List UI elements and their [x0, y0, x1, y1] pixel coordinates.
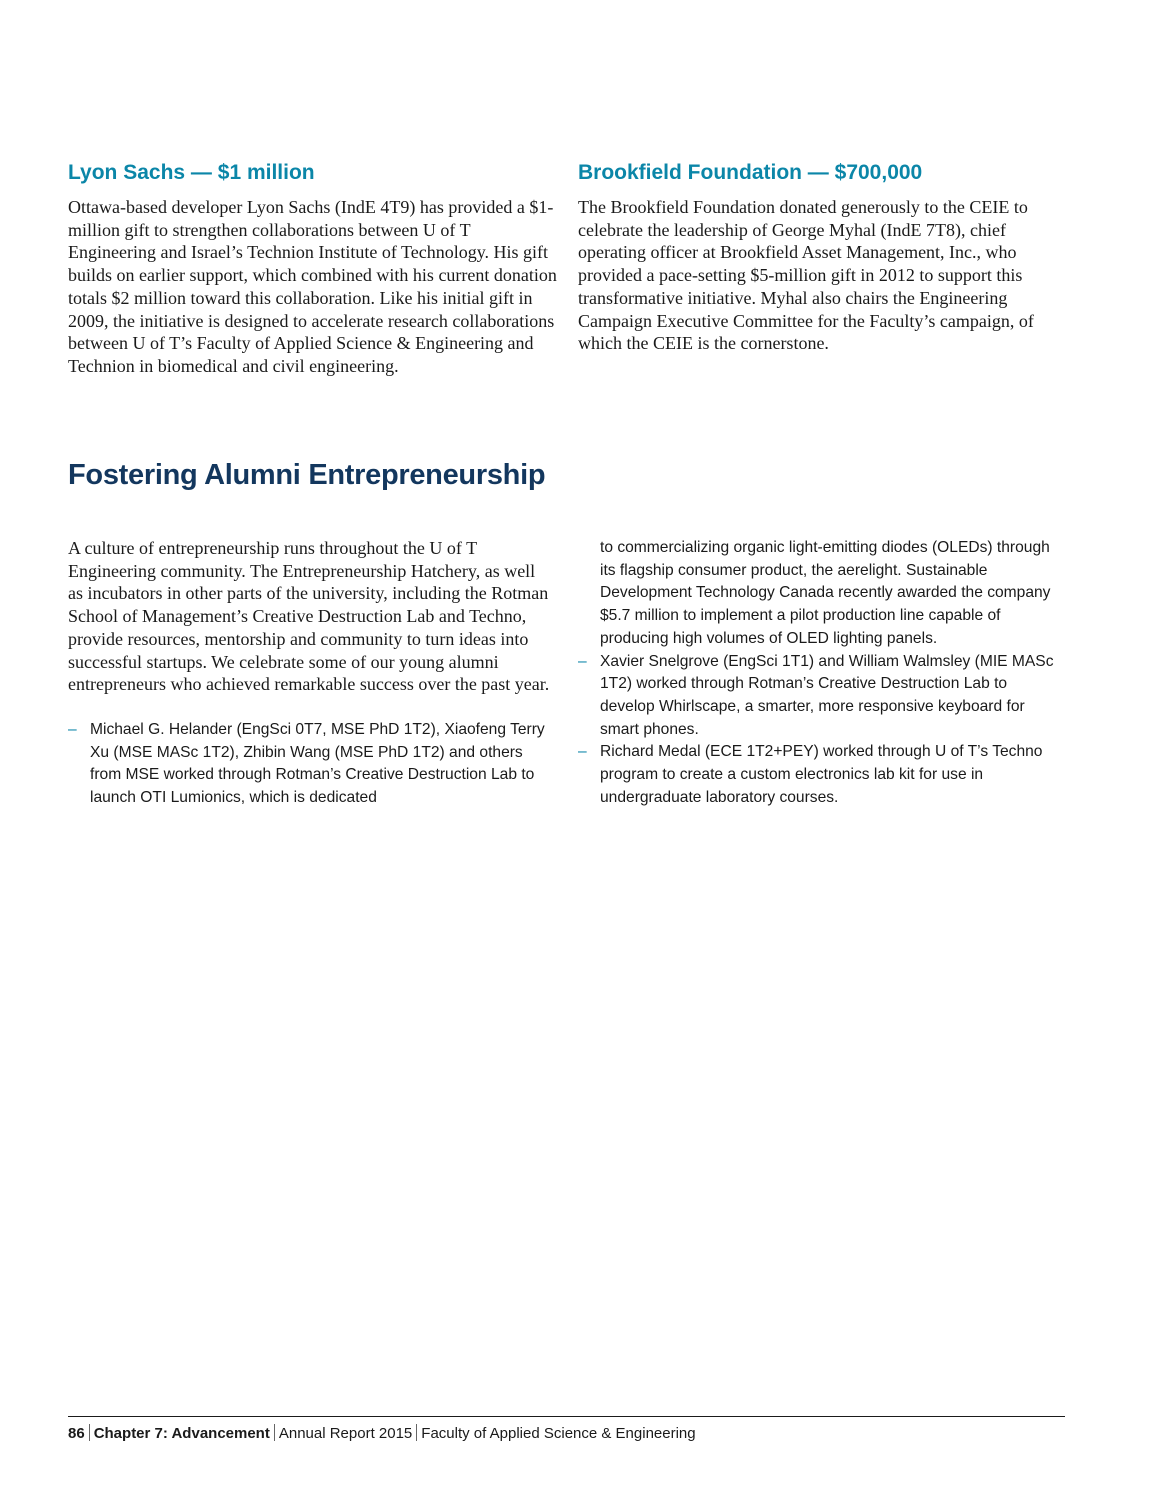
- bullet-dash: –: [578, 652, 587, 670]
- page-number: 86: [68, 1425, 85, 1442]
- list-item-text: Xavier Snelgrove (EngSci 1T1) and William Walmsley (MIE MASc 1T2) worked through Rotman’s Creative Destruction Lab to develop Whirlscape, a smarter, more responsive keyboard for smart phones.: [600, 652, 1054, 738]
- page-footer: [68, 1424, 696, 1442]
- gift-body: Ottawa-based developer Lyon Sachs (IndE 4T9) has provided a $1-million gift to strengthen collaborations between U of T Engineering and Israel’s Technion Institute of Technology. His gift builds on earlier support, which combined with his current donation totals $2 million toward this collaboration. Like his initial gift in 2009, the initiative is designed to accelerate research collaborations between U of T’s Faculty of Applied Science & Engineering and Technion in biomedical and civil engineering.: [68, 197, 557, 376]
- alumni-list-continued: [578, 651, 1064, 810]
- gift-body: The Brookfield Foundation donated generously to the CEIE to celebrate the leadership of George Myhal (IndE 7T8), chief operating officer at Brookfield Asset Management, Inc., who provided a pace-setting $5-million gift in 2012 to support this transformative initiative. Myhal also chairs the Engineering Campaign Executive Committee for the Faculty’s campaign, of which the CEIE is the cornerstone.: [578, 197, 1034, 354]
- footer-separator: [416, 1424, 417, 1441]
- alumni-list: [68, 719, 552, 810]
- report-title: Annual Report 2015: [278, 1425, 413, 1442]
- chapter-title: Chapter 7: Advancement: [93, 1425, 270, 1442]
- gift-brookfield: [578, 160, 1063, 355]
- footer-divider: [68, 1416, 1065, 1417]
- list-item: [578, 741, 1064, 809]
- footer-separator: [89, 1424, 90, 1441]
- list-item: [578, 651, 1064, 742]
- section-intro: A culture of entrepreneurship runs throughout the U of T Engineering community. The Entrepreneurship Hatchery, as well as incubators in other parts of the university, including the Rotman School of Management’s Creative Destruction Lab and Techno, provide resources, mentorship and community to turn ideas into successful startups. We celebrate some of our young alumni entrepreneurs who achieved remarkable success over the past year.: [68, 538, 550, 695]
- list-item-text: Richard Medal (ECE 1T2+PEY) worked through U of T’s Techno program to create a custom electronics lab kit for use in undergraduate laboratory courses.: [600, 743, 1043, 806]
- entrepreneurship-right-column: [578, 537, 1064, 809]
- bullet-dash: –: [68, 720, 77, 738]
- gift-lyon-sachs: [68, 160, 558, 378]
- faculty-name: Faculty of Applied Science & Engineering: [421, 1425, 696, 1442]
- list-item: [68, 719, 552, 810]
- gift-heading: Brookfield Foundation — $700,000: [578, 161, 923, 184]
- footer-separator: [274, 1424, 275, 1441]
- gift-heading: Lyon Sachs — $1 million: [68, 161, 315, 184]
- entrepreneurship-left-column: [68, 537, 552, 810]
- list-item-continuation: to commercializing organic light-emitting diodes (OLEDs) through its flagship consumer product, the aerelight. Sustainable Development Technology Canada recently awarded the company $5.7 million to implement a pilot production line capable of producing high volumes of OLED lighting panels.: [600, 539, 1051, 647]
- bullet-dash: –: [578, 743, 587, 761]
- list-item-text: Michael G. Helander (EngSci 0T7, MSE PhD 1T2), Xiaofeng Terry Xu (MSE MASc 1T2), Zhibin Wang (MSE PhD 1T2) and others from MSE worked through Rotman’s Creative Destruction Lab to launch OTI Lumionics, which is dedicated: [90, 720, 545, 807]
- section-title: Fostering Alumni Entrepreneurship: [68, 459, 546, 491]
